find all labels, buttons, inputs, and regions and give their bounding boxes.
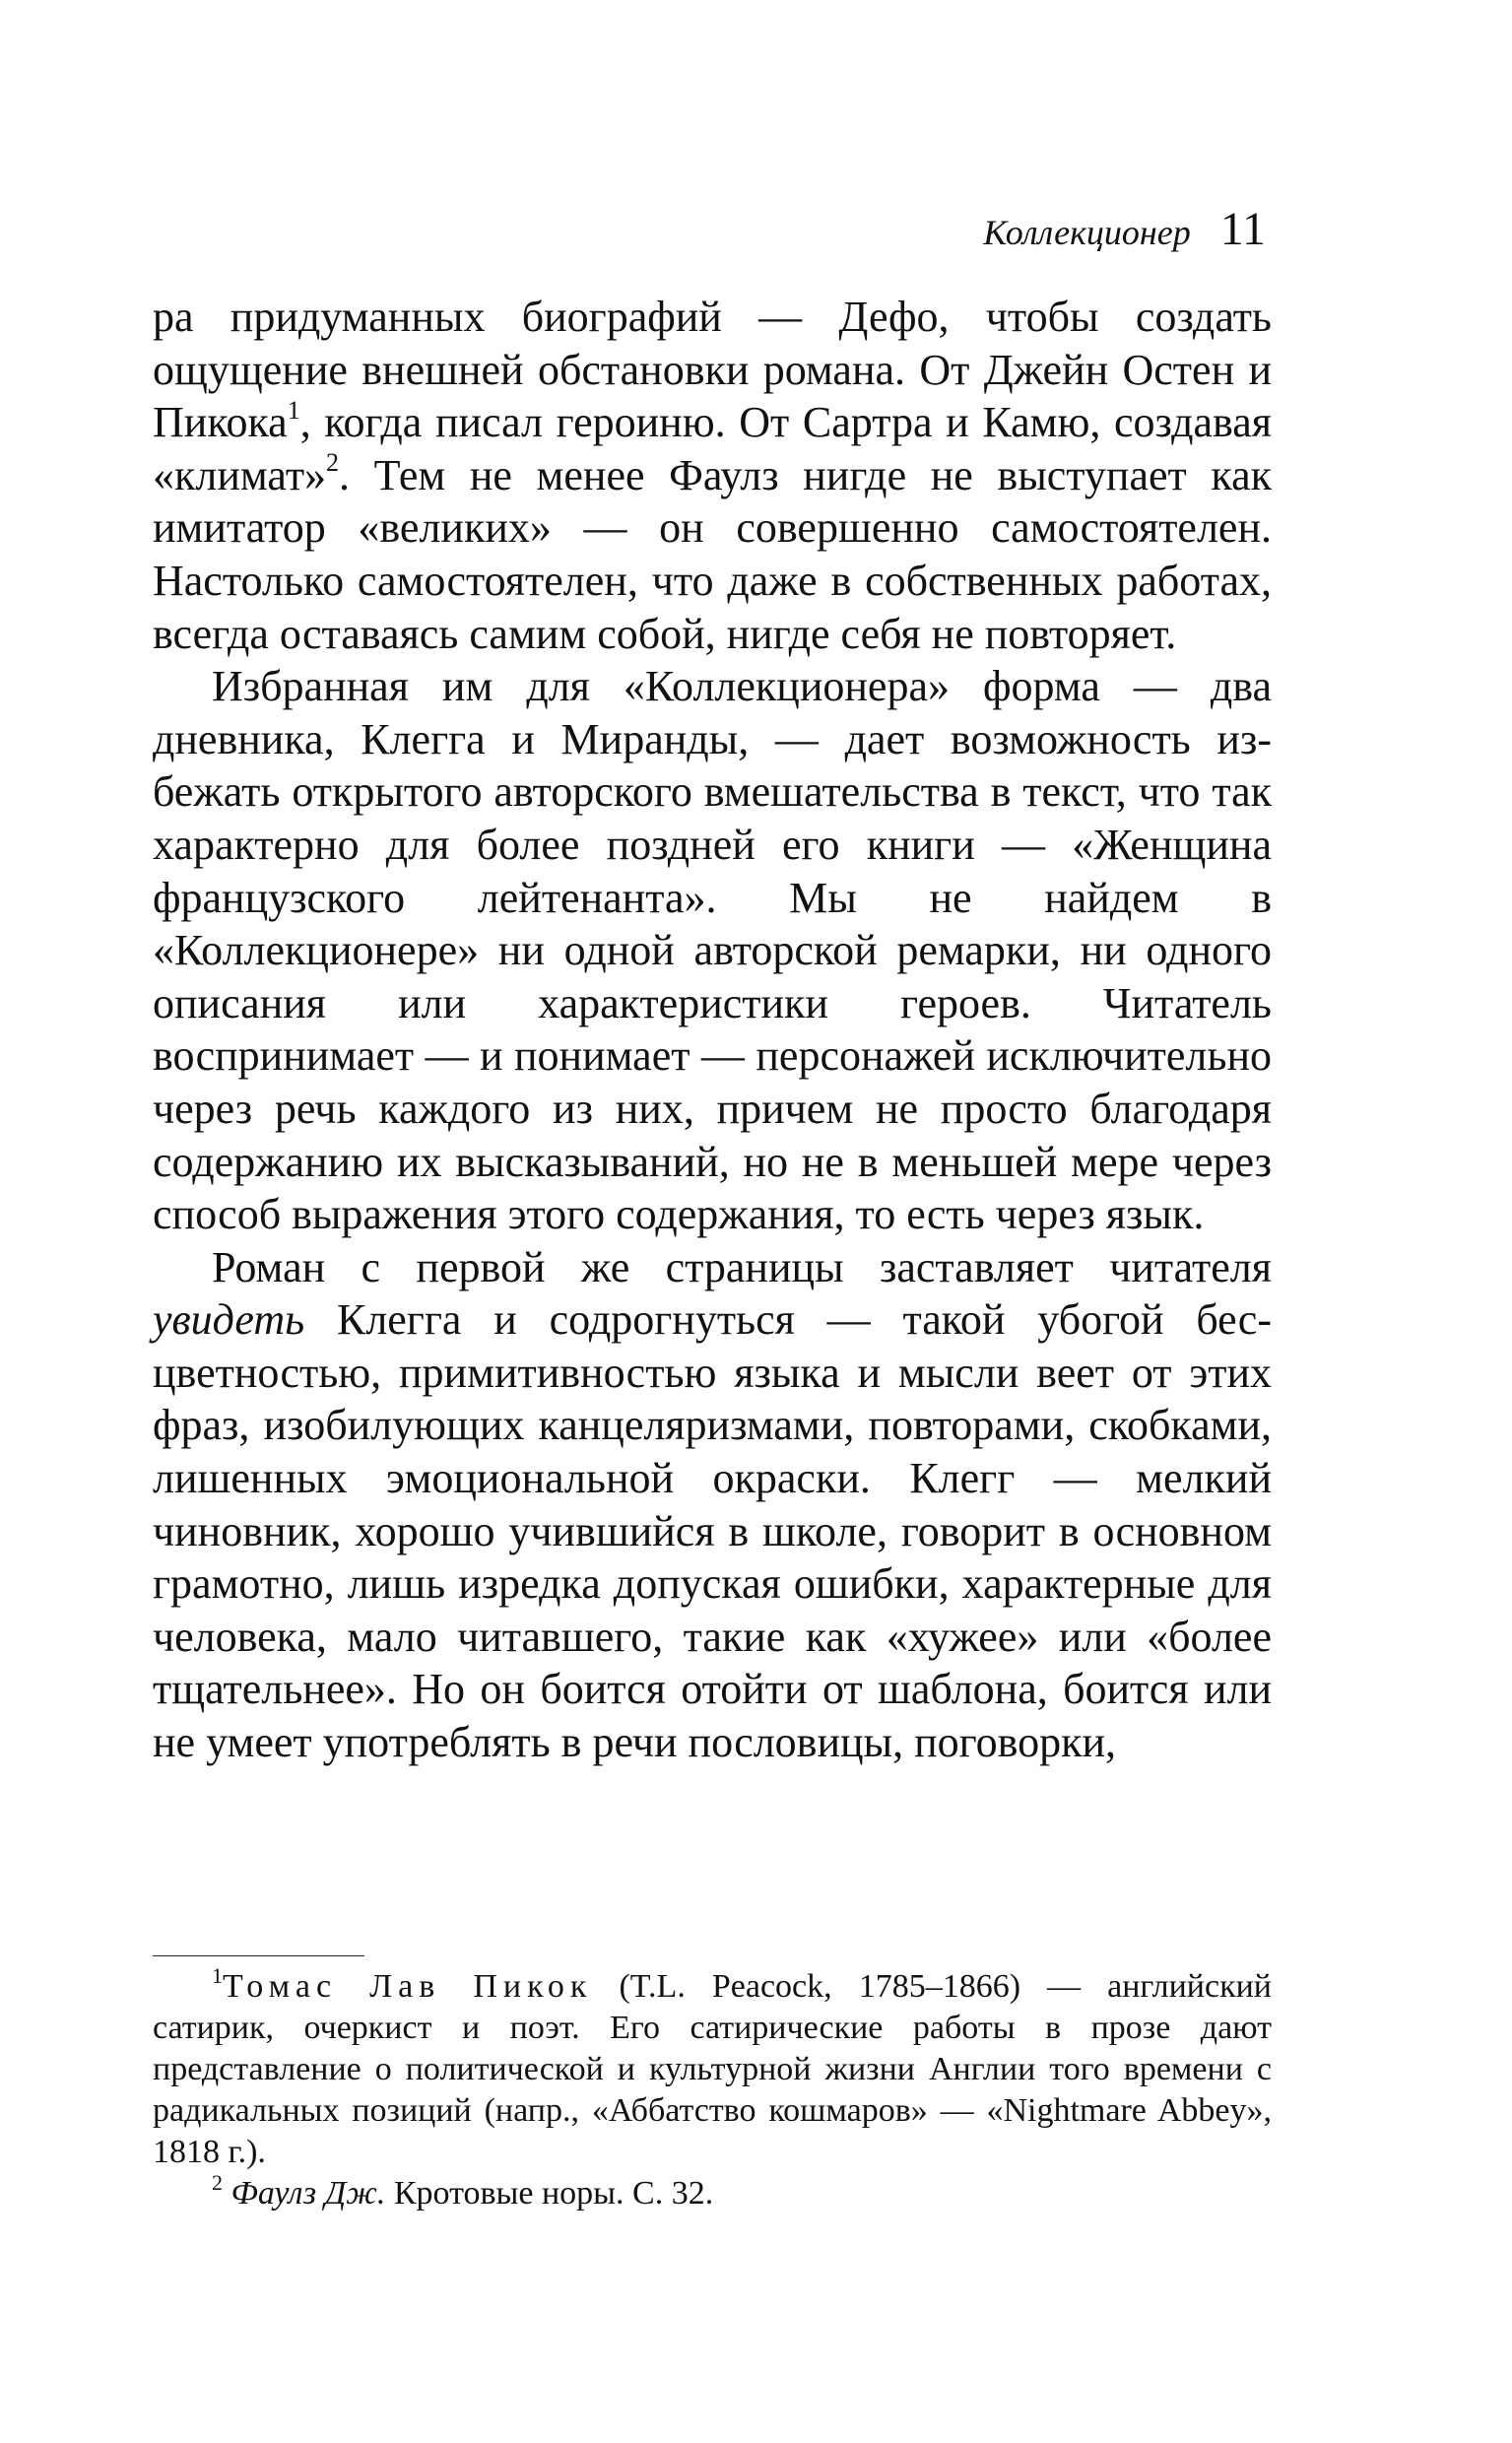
footnote-2-author: Фаулз Дж. [230, 2175, 386, 2212]
footnote-2: $^2$ Фаулз Дж. Кротовые норы. С. 32. [212, 2169, 714, 2212]
footnote-1: $^1$Томас Лав Пикок (T.L. Peacock, 1785–1866) — английский сатирик, очеркист и поэт. Его сатирические работы в прозе дают представление о политической и культурной жизни Англии того времени с радикальных позиций (напр., «Аббатство кошмаров» — «Nightmare Abbey», 1818 г.). [153, 1962, 1273, 2170]
footnote-separator [153, 1955, 364, 1956]
main-text [153, 291, 1272, 1769]
footnote-ref-2: 2 [326, 448, 340, 478]
footnote-ref-1: 1 [287, 395, 300, 425]
running-head [983, 202, 1266, 256]
paragraph-2: Избранная им для «Коллекционера» форма — два дневника, Клегга и Миранды, — дает возможность избежать открытого авторского вмешательства в текст, что так характерно для более поздней его книги — «Женщина французского лейтенанта». Мы не найдем в «Коллекционере» ни одной авторской ремарки, ни одного описания или характеристики героев. Читатель воспринимает — и понимает — персонажей исключительно через речь каждого из них, причем не просто благодаря содержанию их высказываний, но не в меньшей мере через способ выражения этого содержания, то есть через язык. [153, 662, 1272, 1239]
footnote-1-name: Томас Лав Пикок [223, 1968, 593, 2005]
running-title: Коллекционер [983, 213, 1191, 252]
paragraph-3: Роман с первой же страницы заставляет читателя увидеть Клегга и содрогнуться — такой убогой бесцветностью, примитивностью языка и мысли веет от этих фраз, изобилующих канцеляризмами, повторами, скобками, лишенных эмоциональной окраски. Клегг — мелкий чиновник, хорошо учившийся в школе, говорит в основном грамотно, лишь изредка допуская ошибки, характерные для человека, мало читавшего, такие как «хужее» или «более тщательнее». Но он боится отойти от шаблона, боится или не умеет употреблять в речи пословицы, поговорки, [153, 1242, 1272, 1767]
paragraph-1: ра придуманных биографий — Дефо, чтобы создать ощущение внешней обстановки романа. От Джейн Остен и Пикока$^1$, когда писал героиню. От Сартра и Камю, создавая «климат»$^2$. Тем не менее Фаулз нигде не выступает как имитатор «великих» — он совершенно самостоятелен. Настолько самостоятелен, что даже в собственных работах, всегда оставаясь самим собой, нигде себя не повторяет. [153, 293, 1272, 658]
emphasis: увидеть [153, 1295, 305, 1345]
page-number: 11 [1219, 203, 1266, 255]
footnotes [153, 1962, 1273, 2214]
